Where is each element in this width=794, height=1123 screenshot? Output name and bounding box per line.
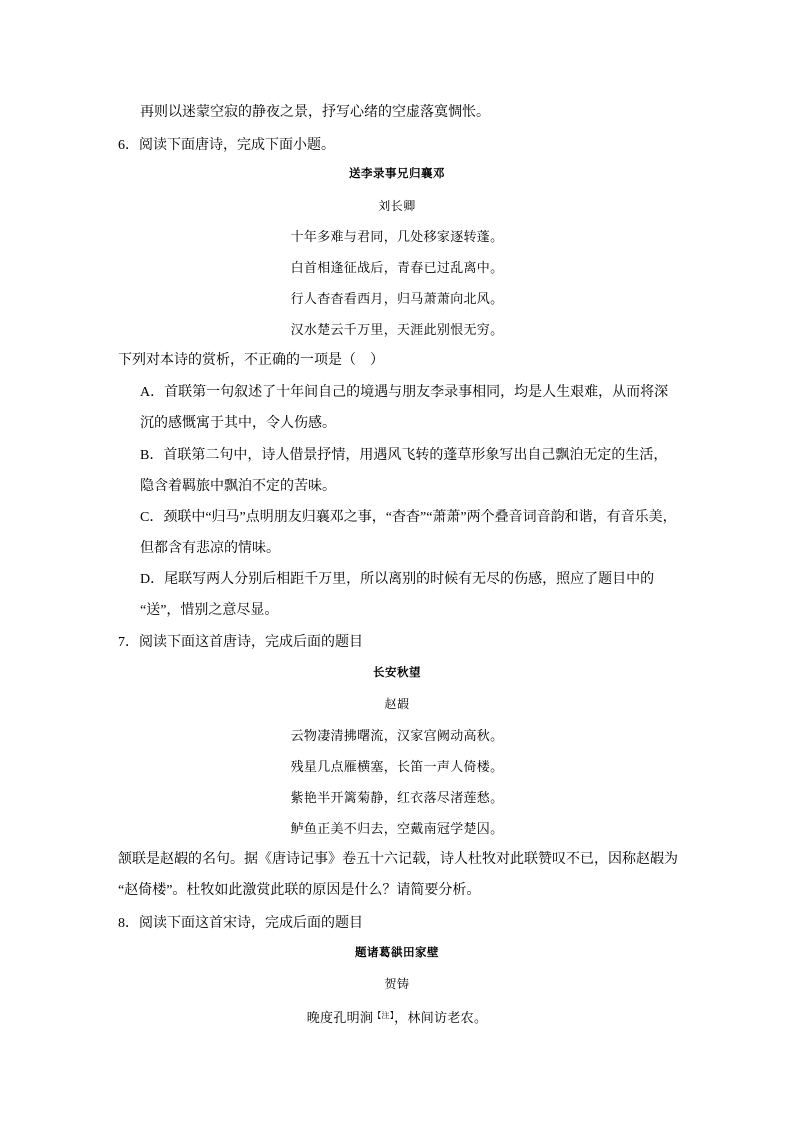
q6-poem-line: 行人杳杳看西月，归马萧萧向北风。 xyxy=(290,291,504,306)
q7-prompt-line1: 颔联是赵嘏的名句。据《唐诗记事》卷五十六记载，诗人杜牧对此联赞叹不已，因称赵嘏为 xyxy=(118,852,678,867)
q6-option-d-line2: “送”，惜别之意尽显。 xyxy=(140,603,279,618)
q8-poem-author: 贺铸 xyxy=(384,977,410,991)
continuation-text: 再则以迷蒙空寂的静夜之景，抒写心绪的空虚落寞惆怅。 xyxy=(140,105,490,120)
q6-option-b-line1: B．首联第二句中，诗人借景抒情，用遇风飞转的蓬草形象写出自己飘泊无定的生活， xyxy=(140,448,668,463)
q7-poem-line: 云物凄清拂曙流，汉家宫阙动高秋。 xyxy=(290,728,504,743)
q6-option-d-line1: D．尾联写两人分别后相距千万里，所以离别的时候有无尽的伤感，照应了题目中的 xyxy=(140,572,655,587)
q6-poem-author: 刘长卿 xyxy=(378,199,416,213)
q6-poem-line: 白首相逢征战后，青春已过乱离中。 xyxy=(290,260,504,275)
q6-poem-title: 送李录事兄归襄邓 xyxy=(349,168,445,180)
q7-poem-line: 鲈鱼正美不归去，空戴南冠学楚囚。 xyxy=(290,821,504,836)
q8-heading: 8．阅读下面这首宋诗，完成后面的题目 xyxy=(118,916,363,931)
q6-heading: 6．阅读下面唐诗，完成下面小题。 xyxy=(118,138,335,153)
q6-poem-line: 十年多难与君同，几处移家逐转蓬。 xyxy=(290,229,504,244)
q8-poem-title: 题诸葛谼田家壁 xyxy=(355,947,439,959)
q7-poem-line: 残星几点雁横塞，长笛一声人倚楼。 xyxy=(290,759,504,774)
q6-prompt: 下列对本诗的赏析，不正确的一项是（ ） xyxy=(118,353,384,368)
note-marker: 【注】 xyxy=(373,1011,395,1020)
q6-poem-line: 汉水楚云千万里，天涯此别恨无穷。 xyxy=(290,322,504,337)
q8-poem-line xyxy=(0,1006,794,1026)
q6-option-a-line2: 沉的感慨寓于其中，令人伤感。 xyxy=(140,416,336,431)
q7-poem-author: 赵嘏 xyxy=(384,697,410,711)
q6-option-c-line1: C．颈联中“归马”点明朋友归襄邓之事，“杳杳”“萧萧”两个叠音词音韵和谐，有音乐美， xyxy=(140,510,677,525)
q7-heading: 7．阅读下面这首唐诗，完成后面的题目 xyxy=(118,635,363,650)
q6-option-a-line1: A．首联第一句叙述了十年间自己的境遇与朋友李录事相同，均是人生艰难，从而将深 xyxy=(140,385,669,400)
q6-option-b-line2: 隐含着羁旅中飘泊不定的苦味。 xyxy=(140,479,336,494)
q7-poem-line: 紫艳半开篱菊静，红衣落尽渚莲愁。 xyxy=(290,790,504,805)
q7-prompt-line2: “赵倚楼”。杜牧如此激赏此联的原因是什么？请简要分析。 xyxy=(118,883,481,898)
q8-poem-line-text: ，林间访老农。 xyxy=(394,1010,488,1025)
q6-option-c-line2: 但都含有悲凉的情味。 xyxy=(140,541,280,556)
q7-poem-title: 长安秋望 xyxy=(373,667,421,679)
q8-poem-line-text: 晚度孔明涧 xyxy=(306,1010,374,1025)
